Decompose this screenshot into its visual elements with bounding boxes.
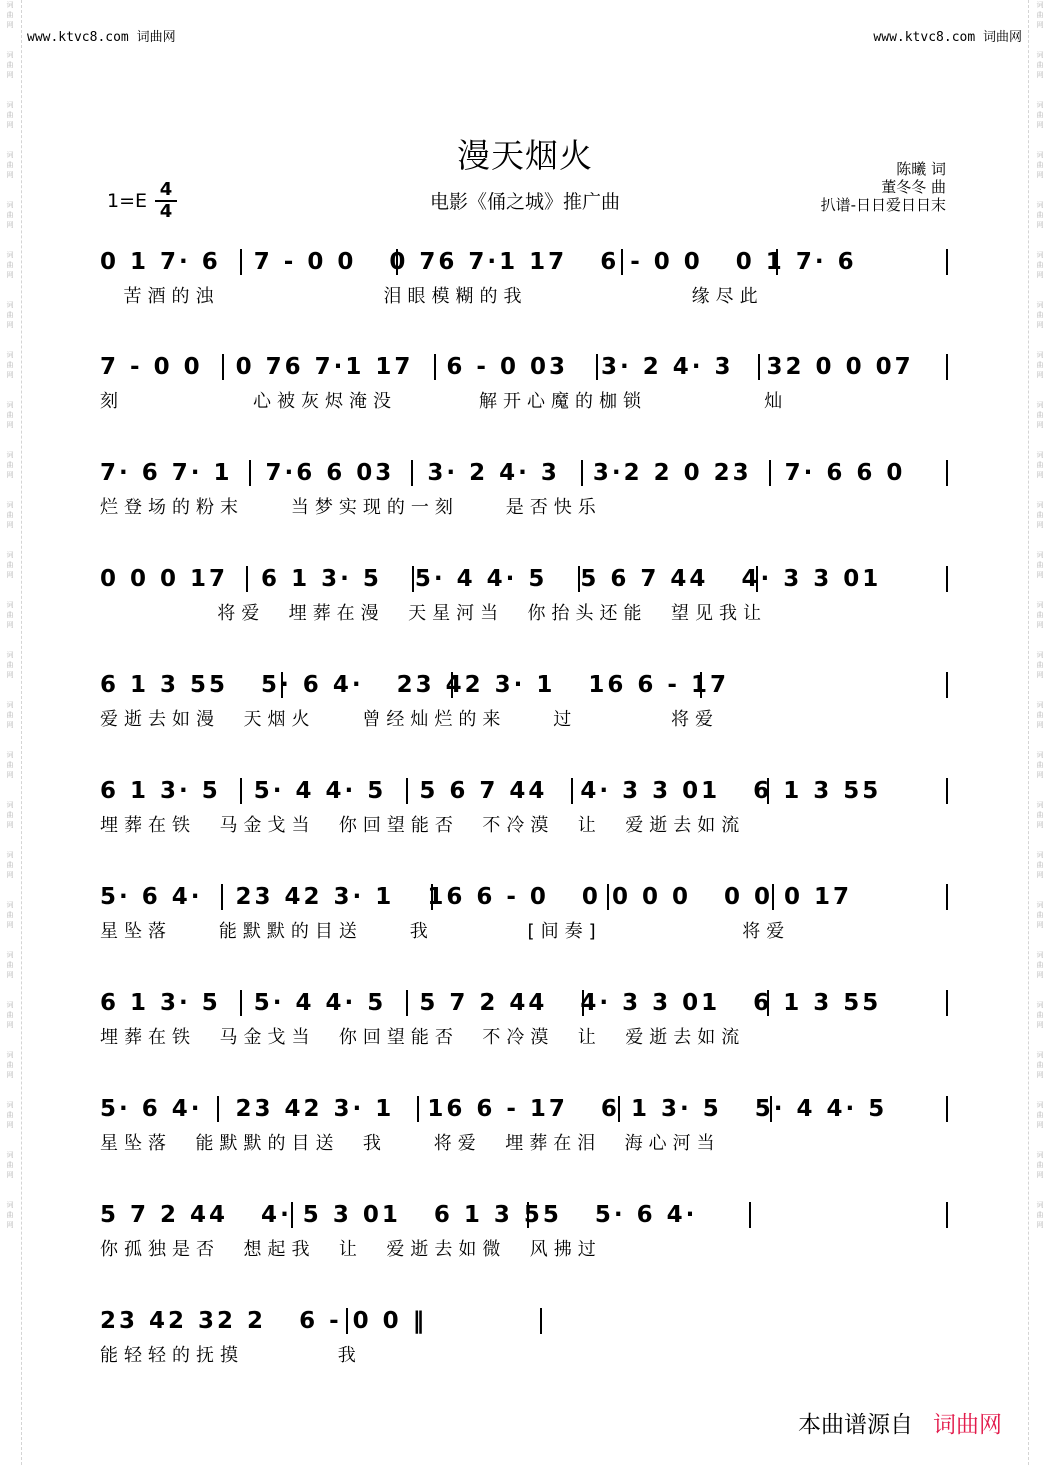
footer-site-name[interactable]: 词曲网 bbox=[933, 1412, 1002, 1438]
barline bbox=[946, 1096, 948, 1122]
notation-line: 5· 6 4· 23 42 3· 1 16 6 - 17 6 1 3· 5 5· 4 4· 5 bbox=[100, 1096, 888, 1122]
notation-line: 6 1 3· 5 5· 4 4· 5 5 7 2 44 4· 3 3 01 6 1 3 55 bbox=[100, 990, 882, 1016]
barline bbox=[749, 1202, 751, 1228]
lyric-line: 刻 心被灰烬淹没 解开心魔的枷锁 灿 bbox=[100, 391, 789, 412]
lyric-line: 你孤独是否 想起我 让 爱逝去如微 风拂过 bbox=[100, 1239, 602, 1260]
site-url-right[interactable]: www.ktvc8.com 词曲网 bbox=[873, 30, 1022, 45]
lyric-line: 将爱 埋葬在漫 天星河当 你抬头还能 望见我让 bbox=[100, 603, 767, 624]
side-watermark-right: 词 曲 网 词 曲 网 词 曲 网 词 曲 网 词 曲 网 词 曲 网 词 曲 网 词 曲 网 词 曲 网 词 曲 网 词 曲 网 词 曲 网 词 曲 网 词 曲 网 词 曲 网 词 曲 网 词 曲 网 词 曲 网 词 曲 网 词 曲 网 词 曲 网 词 曲 网 词 曲 网 词 曲 网 词 曲 网 bbox=[1036, 1, 1044, 1229]
notation-line: 7· 6 7· 1 7·6 6 03 3· 2 4· 3 3·2 2 0 23 7· 6 6 0 bbox=[100, 460, 906, 486]
transcriber-credit: 扒谱-日日爱日日末 bbox=[820, 196, 946, 214]
time-signature-top: 4 bbox=[155, 180, 177, 202]
barline bbox=[946, 249, 948, 275]
footer-source bbox=[798, 1406, 1002, 1439]
time-signature-bottom: 4 bbox=[159, 201, 173, 222]
song-subtitle: 电影《俑之城》推广曲 bbox=[429, 191, 620, 213]
notation-line: 6 1 3· 5 5· 4 4· 5 5 6 7 44 4· 3 3 01 6 1 3 55 bbox=[100, 778, 882, 804]
barline bbox=[946, 990, 948, 1016]
lyric-line: 能轻轻的抚摸 我 bbox=[100, 1345, 362, 1366]
key-signature: 1=E bbox=[107, 190, 148, 212]
site-url-left[interactable]: www.ktvc8.com 词曲网 bbox=[27, 30, 176, 45]
lyric-line: 苦酒的浊 泪眼模糊的我 缘尽此 bbox=[100, 286, 764, 307]
notation-line: 5· 6 4· 23 42 3· 1 16 6 - 0 0 0 0 0 0 0 0 17 bbox=[100, 884, 853, 910]
barline bbox=[946, 566, 948, 592]
lyricist-credit: 陈曦 词 bbox=[896, 160, 946, 178]
barline bbox=[946, 672, 948, 698]
barline bbox=[946, 460, 948, 486]
barline bbox=[946, 354, 948, 380]
lyric-line: 爱逝去如漫 天烟火 曾经灿烂的来 过 将爱 bbox=[100, 709, 719, 730]
lyric-line: 烂登场的粉末 当梦实现的一刻 是否快乐 bbox=[100, 497, 602, 518]
lyric-line: 星坠落 能默默的目送 我 [间奏] 将爱 bbox=[100, 921, 791, 942]
credits bbox=[821, 160, 946, 214]
notation-line: 5 7 2 44 4· 5 3 01 6 1 3 55 5· 6 4· bbox=[100, 1202, 698, 1228]
barline bbox=[946, 884, 948, 910]
notation-line: 23 42 32 2 6 - 0 0 ‖ bbox=[100, 1308, 428, 1334]
notation-line: 0 0 0 17 6 1 3· 5 5· 4 4· 5 5 6 7 44 4· 3 3 01 bbox=[100, 566, 882, 592]
composer-credit: 董冬冬 曲 bbox=[881, 178, 946, 196]
lyric-line: 星坠落 能默默的目送 我 将爱 埋葬在泪 海心河当 bbox=[100, 1133, 721, 1154]
margin-guide-left bbox=[21, 0, 22, 1465]
notation-line: 0 1 7· 6 7 - 0 0 0 76 7·1 17 6 - 0 0 0 1 7· 6 bbox=[100, 249, 857, 275]
side-watermark-left: 词 曲 网 词 曲 网 词 曲 网 词 曲 网 词 曲 网 词 曲 网 词 曲 网 词 曲 网 词 曲 网 词 曲 网 词 曲 网 词 曲 网 词 曲 网 词 曲 网 词 曲 网 词 曲 网 词 曲 网 词 曲 网 词 曲 网 词 曲 网 词 曲 网 词 曲 网 词 曲 网 词 曲 网 词 曲 网 bbox=[6, 1, 14, 1229]
footer-source-label: 本曲谱源自 bbox=[798, 1412, 913, 1438]
song-title: 漫天烟火 bbox=[457, 136, 593, 175]
time-signature bbox=[155, 180, 177, 222]
margin-guide-right bbox=[1028, 0, 1029, 1465]
barline bbox=[946, 778, 948, 804]
lyric-line: 埋葬在铁 马金戈当 你回望能否 不冷漠 让 爱逝去如流 bbox=[100, 815, 746, 836]
notation-line: 6 1 3 55 5· 6 4· 23 42 3· 1 16 6 - 17 bbox=[100, 672, 729, 698]
barline bbox=[946, 1202, 948, 1228]
lyric-line: 埋葬在铁 马金戈当 你回望能否 不冷漠 让 爱逝去如流 bbox=[100, 1027, 746, 1048]
notation-line: 7 - 0 0 0 76 7·1 17 6 - 0 03 3· 2 4· 3 32 0 0 07 bbox=[100, 354, 914, 380]
barline bbox=[540, 1308, 542, 1334]
